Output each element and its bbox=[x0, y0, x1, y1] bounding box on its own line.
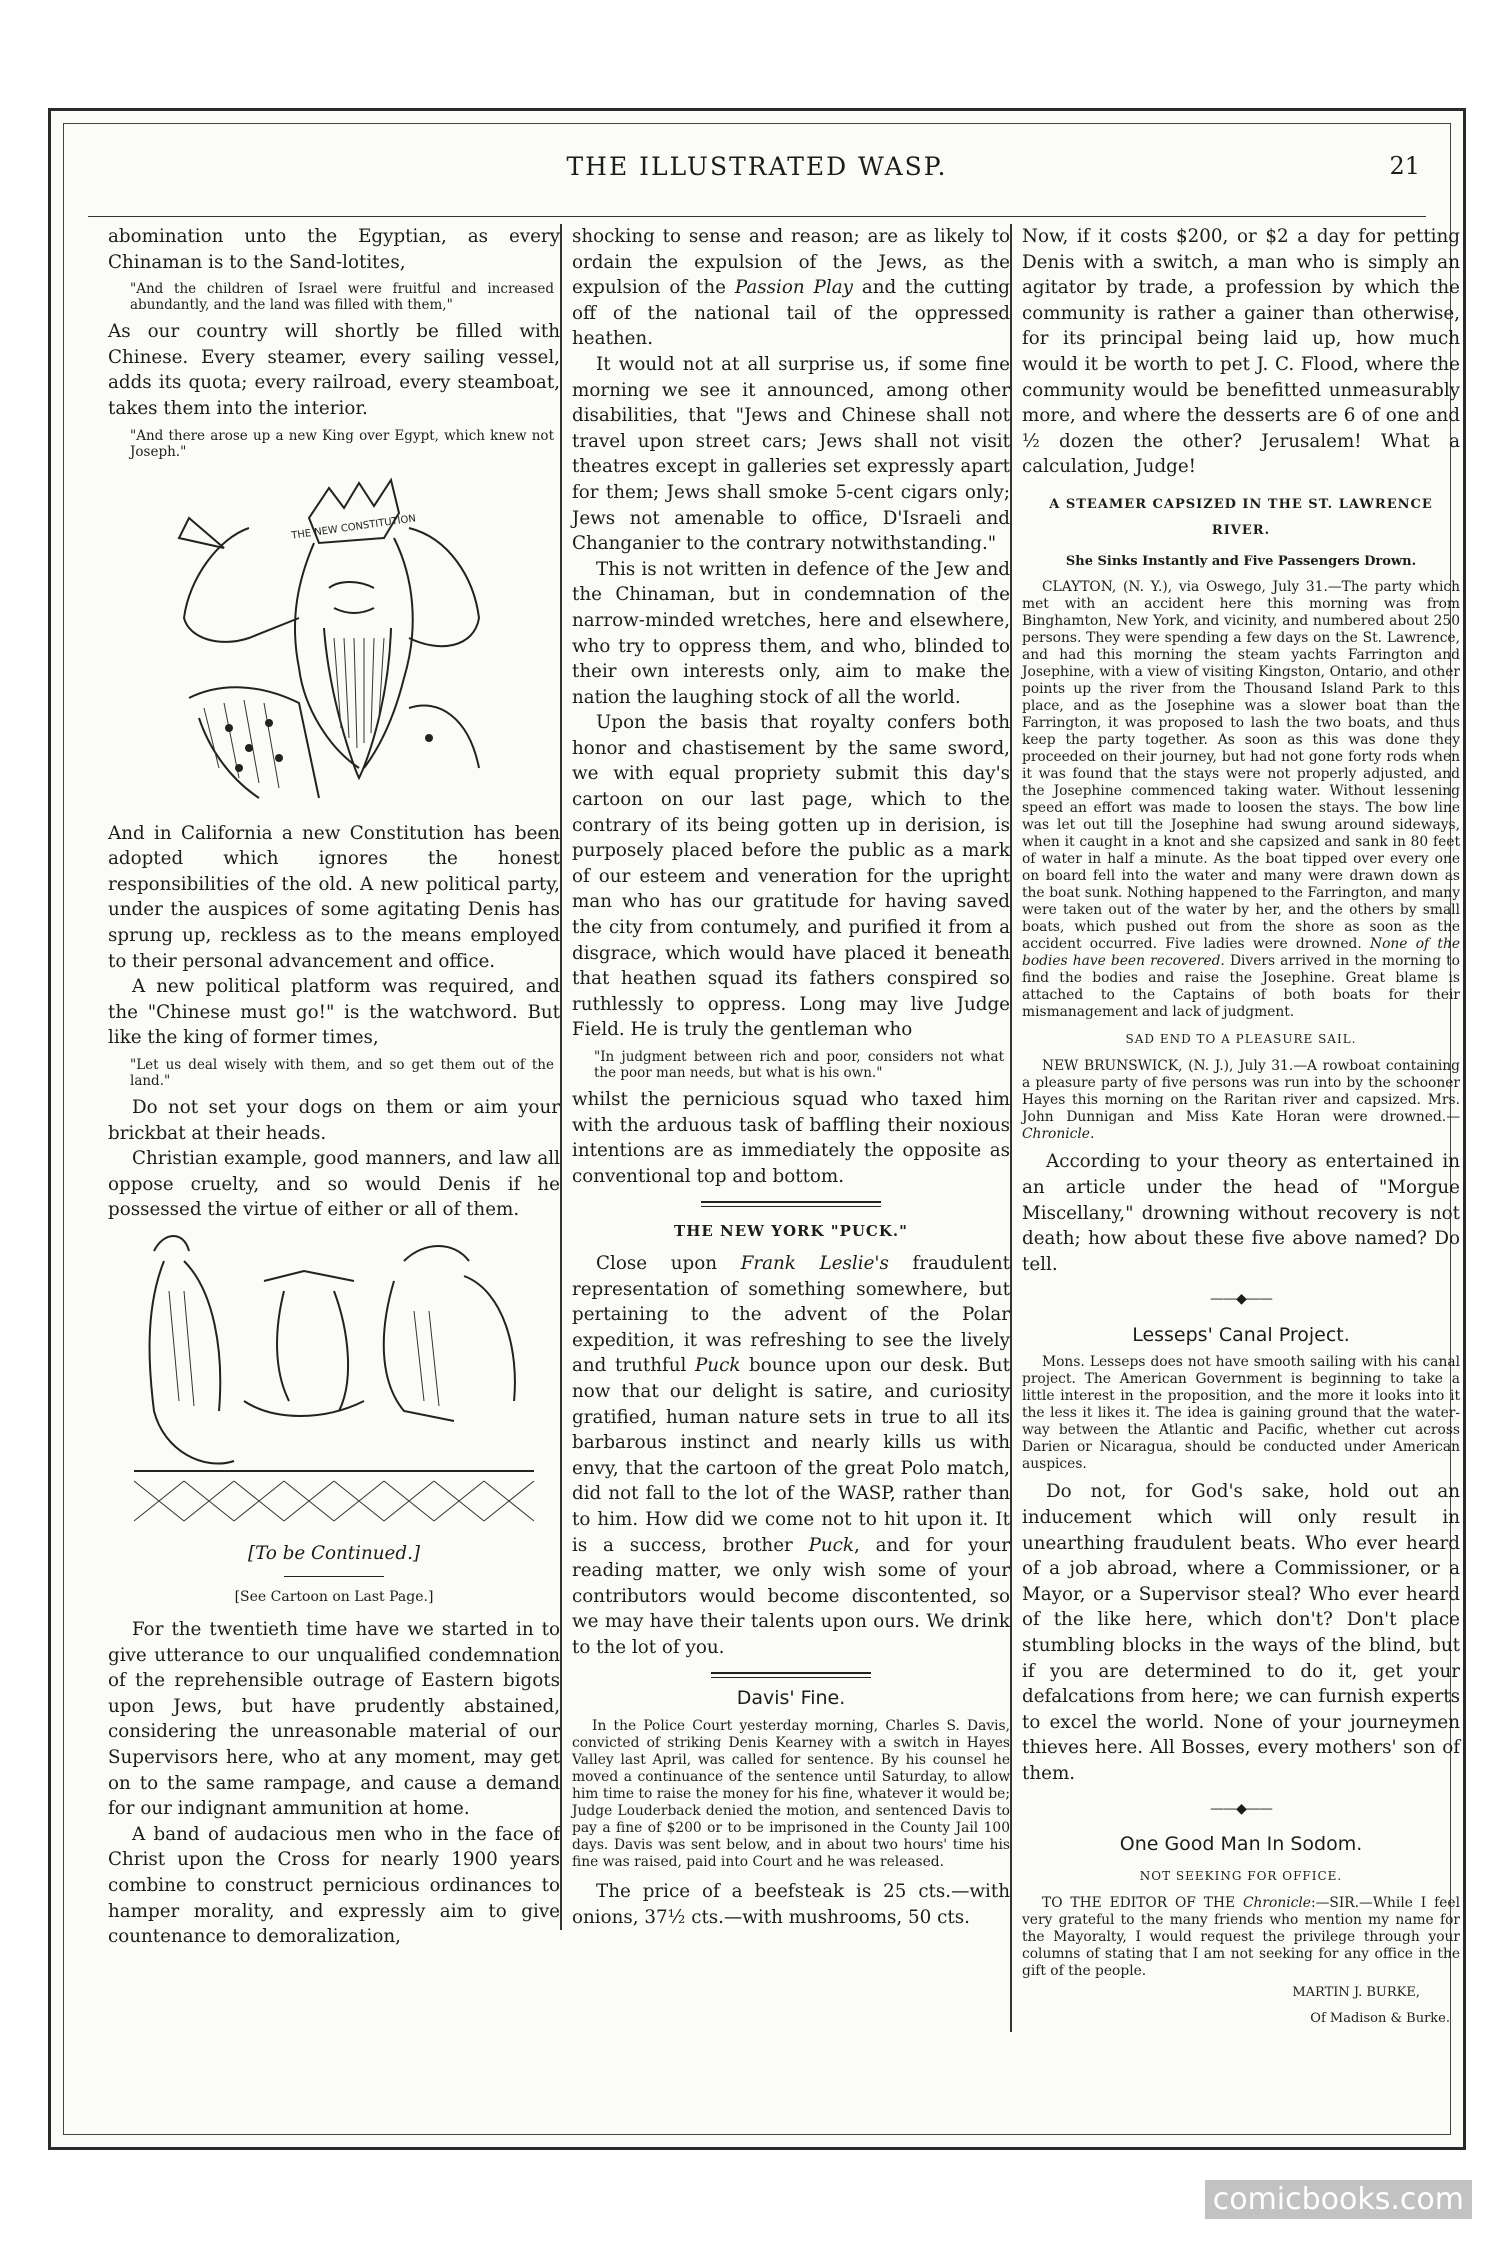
header-rule bbox=[88, 216, 1426, 217]
paragraph: abomination unto the Egyptian, as every Chinaman is to the Sand-lotites, bbox=[108, 226, 560, 273]
divider bbox=[711, 1672, 871, 1678]
news-item: Mons. Lesseps does not have smooth sailing with his canal project. The American Government is beginning to take a little interest in the proposition, and the more it looks into it the less it likes it. The idea is gaining ground that the water-way between the Atlantic and Pacific, whether cut across Darien or Nicaragua, should be conducted under American auspices. bbox=[1022, 1354, 1460, 1473]
illustration-seated-figures bbox=[124, 1231, 544, 1531]
signature-name: MARTIN J. BURKE, bbox=[1292, 1985, 1420, 2001]
news-item: NEW BRUNSWICK, (N. J.), July 31.—A rowboat containing a pleasure party of five persons was run into by the schooner Hayes this morning on the Raritan river and capsized. Mrs. John Dunnigan and Miss Kate Horan were drowned.—Chronicle. bbox=[1022, 1058, 1460, 1143]
paragraph: As our country will shortly be filled with Chinese. Every steamer, every sailing vessel, adds its quota; every railroad, every steamboat, takes them into the interior. bbox=[108, 321, 560, 419]
continued-caption: [To be Continued.] bbox=[247, 1542, 421, 1564]
section-heading: Davis' Fine. bbox=[736, 1687, 846, 1710]
section-heading: THE NEW YORK "PUCK." bbox=[674, 1222, 908, 1241]
paragraph: Christian example, good manners, and law all oppose cruelty, and so would Denis if he possessed the virtue of either or all of them. bbox=[108, 1148, 560, 1221]
divider bbox=[701, 1201, 881, 1207]
paragraph: A band of audacious men who in the face of Christ upon the Cross for nearly 1900 years combine to construct pernicious ordinances to hamper morality, and expressly aim to give countenance to demoralization, bbox=[108, 1823, 560, 1948]
news-item: CLAYTON, (N. Y.), via Oswego, July 31.—The party which met with an accident here this morning was from Binghamton, New York, and vicinity, and numbered about 250 persons. They were spending a few days on the St. Lawrence, and had this morning the steam yachts Farrington and Josephine, with a view of visiting Kingston, Ontario, and other points up the river from the Thousand Island Park to this place, and as the Josephine was a slower boat than the Farrington, it was proposed to lash the two boats, and thus keep the party together. As soon as this was done they proceeded on their journey, but had not gone forty rods when it was found that the stays were not properly adjusted, and the Josephine commenced taking water. Without lessening speed an effort was made to loosen the stays. The bow line was let out till the Josephine had swung around sideways, when it caught in a knot and she capsized and sank in 80 feet of water in half a minute. As the boat tipped over every one on board fell into the water and many were drawn down as the boat sunk. Nothing happened to the Farrington, and many were taken out of the water by her, and the others by small boats, which pushed out from the shore as soon as the accident occurred. Five ladies were drowned. None of the bodies have been recovered. Divers arrived in the morning to find the bodies and raise the Josephine. Great blame is attached to the Captains of both boats for their mismanagement and lack of judgment. bbox=[1022, 578, 1461, 1020]
news-item: In the Police Court yesterday morning, Charles S. Davis, convicted of striking Denis Kearney with a switch in Hayes Valley last April, was called for sentence. By his counsel he moved a continuance of the sentence until Saturday, to allow him time to raise the money for his fine, whatever it would be; Judge Louderback denied the motion, and sentenced Davis to pay a fine of $200 or to be imprisoned in the County Jail 100 days. Davis was sent below, and in about two hours' time his fine was raised, paid into Court and he was released. bbox=[572, 1718, 1010, 1871]
masthead: THE ILLUSTRATED WASP. bbox=[566, 152, 948, 181]
page-header bbox=[64, 152, 1450, 192]
section-heading: Lesseps' Canal Project. bbox=[1132, 1323, 1350, 1346]
paragraph: shocking to sense and reason; are as likely to ordain the expulsion of the Jews, as the expulsion of the Passion Play and the cutting off of the national tail of the oppressed heathen. bbox=[572, 226, 1010, 350]
column-1 bbox=[108, 224, 560, 1950]
illustration-king-constitution bbox=[129, 468, 539, 813]
section-subheading: NOT SEEKING FOR OFFICE. bbox=[1139, 1868, 1343, 1883]
page-border bbox=[63, 123, 1461, 2135]
section-subheading: She Sinks Instantly and Five Passengers Drown. bbox=[1065, 554, 1417, 570]
quotation: "And there arose up a new King over Egypt, which knew not Joseph." bbox=[130, 427, 554, 460]
section-subheading: SAD END TO A PLEASURE SAIL. bbox=[1125, 1031, 1357, 1046]
paragraph: The price of a beefsteak is 25 cts.—with onions, 37½ cts.—with mushrooms, 50 cts. bbox=[572, 1881, 1010, 1928]
section-heading: A STEAMER CAPSIZED IN THE ST. LAWRENCE RIVER. bbox=[1049, 496, 1433, 538]
ornament-divider: ——◆—— bbox=[1210, 1291, 1272, 1308]
page-sheet bbox=[48, 108, 1466, 2150]
illustration-label: THE NEW CONSTITUTION bbox=[290, 512, 417, 542]
section-heading: One Good Man In Sodom. bbox=[1119, 1833, 1363, 1856]
paragraph: Now, if it costs $200, or $2 a day for petting Denis with a switch, a man who is simply an agitator by trade, a profession by which the community is rather a gainer than otherwise, for its principal being laid up, how much would it be worth to pet J. C. Flood, where the community would be benefitted unmeasurably more, and where the desserts are 6 of one and ½ dozen the other? Jerusalem! What a calculation, Judge! bbox=[1022, 226, 1460, 478]
paragraph: And in California a new Constitution has been adopted which ignores the honest responsibilities of the old. A new political party, under the auspices of some agitating Denis has sprung up, reckless as to the means employed to their personal advancement and office. bbox=[108, 822, 560, 972]
quotation: "Let us deal wisely with them, and so get them out of the land." bbox=[130, 1056, 554, 1089]
paragraph: Close upon Frank Leslie's fraudulent representation of something somewhere, but pertaining to the advent of the Polar expedition, it was refreshing to see the lively and truthful Puck bounce upon our desk. But now that our delight is satire, and curiosity gratified, human nature sets in true to all its barbarous instinct and nearly kills us with envy, that the cartoon of the great Polo match, did not fall to the lot of the WASP, rather than to him. How did we come not to hit upon it. It is a success, brother Puck, and for your reading matter, we only wish some of your contributors would become discontented, so we may have their talents upon ours. We drink to the lot of you. bbox=[572, 1252, 1010, 1658]
cartoon-note: [See Cartoon on Last Page.] bbox=[234, 1589, 434, 1606]
page-number: 21 bbox=[1389, 152, 1420, 180]
paragraph: Do not, for God's sake, hold out an inducement which will only result in unearthing fraudulent beats. Who ever heard of a job abroad, where a Commissioner, or a Mayor, or a Supervisor steal? Who ever heard of the like here, which don't? Don't place stumbling blocks in the ways of the blind, but if you are determined to do it, get your defalcations from here; we can furnish experts to excel the world. None of your journeymen thieves here. All Bosses, every mothers' son of them. bbox=[1022, 1481, 1460, 1784]
paragraph: For the twentieth time have we started in to give utterance to our unqualified condemnation of the reprehensible outrage of Eastern bigots upon Jews, but have prudently abstained, considering the unreasonable material of our Supervisors here, who at any moment, may get on to the same rampage, and cause a demand for our indignant ammunition at home. bbox=[108, 1619, 560, 1820]
ornament-divider: ——◆—— bbox=[1210, 1800, 1272, 1817]
letter-text: TO THE EDITOR OF THE Chronicle:—SIR.—While I feel very grateful to the many friends who mention my name for the Mayoralty, I would request the privilege through your columns of stating that I am not seeking for any office in the gift of the people. bbox=[1022, 1895, 1461, 1980]
column-2 bbox=[560, 224, 1010, 1930]
paragraph: It would not at all surprise us, if some fine morning we see it announced, among other disabilities, that "Jews and Chinese shall not travel upon street cars; Jews shall not visit theatres except in galleries set expressly apart for them; Jews shall smoke 5-cent cigars only; Jews not amenable to office, D'Israeli and Changanier to the contrary notwithstanding." bbox=[572, 353, 1010, 555]
column-3 bbox=[1010, 224, 1460, 2032]
quotation: "In judgment between rich and poor, considers not what the poor man needs, but what is his own." bbox=[594, 1049, 1004, 1081]
paragraph: A new political platform was required, and the "Chinese must go!" is the watchword. But like the king of former times, bbox=[108, 976, 560, 1049]
quotation: "And the children of Israel were fruitful and increased abundantly, and the land was filled with them," bbox=[130, 281, 554, 314]
divider bbox=[284, 1576, 384, 1577]
paragraph: According to your theory as entertained in an article under the head of "Morgue Miscellany," drowning without recovery is not death; how about these five above named? Do tell. bbox=[1022, 1151, 1460, 1275]
watermark: comicbooks.com bbox=[1205, 2180, 1472, 2219]
signature-firm: Of Madison & Burke. bbox=[1310, 2010, 1450, 2026]
paragraph: Do not set your dogs on them or aim your brickbat at their heads. bbox=[108, 1096, 560, 1144]
paragraph: This is not written in defence of the Jew and the Chinaman, but in condemnation of the narrow-minded wretches, here and elsewhere, who try to oppress them, and who, blinded to their own interests only, aim to make the nation the laughing stock of all the world. bbox=[572, 558, 1010, 708]
paragraph: whilst the pernicious squad who taxed him with the arduous task of baffling their noxious intentions are as immediately the opposite as conventional top and bottom. bbox=[572, 1089, 1010, 1187]
paragraph: Upon the basis that royalty confers both honor and chastisement by the same sword, we with equal propriety submit this day's cartoon on our last page, which to the contrary of its being gotten up in derision, is purposely placed before the public as a mark of our esteem and veneration for the upright man who has our gratitude for having saved the city from contumely, and purified it from a disgrace, which would have placed it beneath that heathen squad its fathers conspired so ruthlessly to oppress. Long may live Judge Field. He is truly the gentleman who bbox=[572, 712, 1010, 1041]
